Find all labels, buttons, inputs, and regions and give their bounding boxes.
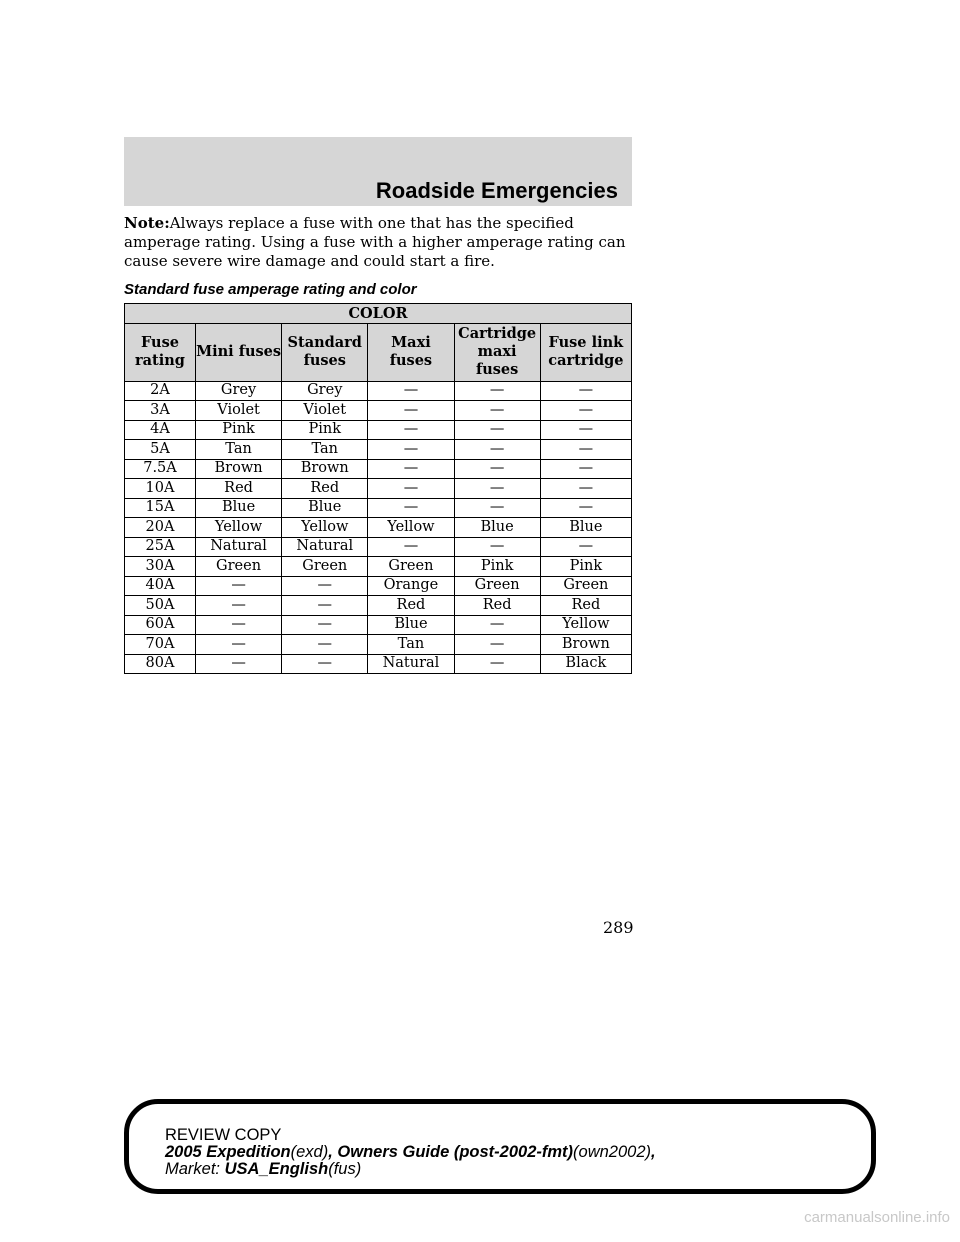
table-caption: Standard fuse amperage rating and color xyxy=(124,281,417,298)
table-cell: — xyxy=(282,615,368,635)
table-cell: — xyxy=(368,537,454,557)
table-cell: — xyxy=(195,596,281,616)
table-cell: — xyxy=(540,479,631,499)
table-cell: Tan xyxy=(195,440,281,460)
review-guide-code: (own2002) xyxy=(573,1143,651,1161)
table-cell: 5A xyxy=(125,440,196,460)
table-cell: 40A xyxy=(125,576,196,596)
table-row xyxy=(125,537,632,557)
table-cell: — xyxy=(282,654,368,674)
table-cell: Grey xyxy=(195,381,281,401)
table-cell: Natural xyxy=(368,654,454,674)
table-cell: Yellow xyxy=(282,518,368,538)
table-cell: Blue xyxy=(195,498,281,518)
table-cell: Blue xyxy=(540,518,631,538)
table-cell: 10A xyxy=(125,479,196,499)
table-row xyxy=(125,635,632,655)
table-cell: — xyxy=(282,596,368,616)
table-cell: Violet xyxy=(195,401,281,421)
site-watermark: carmanualsonline.info xyxy=(804,1209,950,1226)
header-fuse-rating: Fuse rating xyxy=(125,323,196,381)
review-guide: Owners Guide (post-2002-fmt) xyxy=(337,1143,574,1161)
table-cell: 80A xyxy=(125,654,196,674)
color-group-header: COLOR xyxy=(125,304,632,324)
note-paragraph xyxy=(124,214,634,271)
table-cell: Blue xyxy=(368,615,454,635)
table-row xyxy=(125,596,632,616)
review-line-3 xyxy=(165,1161,656,1178)
table-cell: 25A xyxy=(125,537,196,557)
table-cell: — xyxy=(454,479,540,499)
table-row xyxy=(125,498,632,518)
table-cell: — xyxy=(368,381,454,401)
table-row xyxy=(125,479,632,499)
table-row xyxy=(125,459,632,479)
table-cell: 30A xyxy=(125,557,196,577)
note-label: Note: xyxy=(124,214,170,232)
review-line-2 xyxy=(165,1144,656,1161)
table-cell: Green xyxy=(282,557,368,577)
table-cell: — xyxy=(368,420,454,440)
table-cell: — xyxy=(282,635,368,655)
table-cell: — xyxy=(368,459,454,479)
review-market: USA_English xyxy=(224,1160,329,1178)
table-cell: — xyxy=(195,615,281,635)
table-cell: Brown xyxy=(282,459,368,479)
table-cell: Tan xyxy=(282,440,368,460)
table-cell: — xyxy=(540,401,631,421)
table-cell: Red xyxy=(195,479,281,499)
review-separator-2: , xyxy=(651,1143,656,1161)
table-cell: 60A xyxy=(125,615,196,635)
table-cell: Green xyxy=(454,576,540,596)
table-cell: Yellow xyxy=(540,615,631,635)
section-title: Roadside Emergencies xyxy=(375,178,618,203)
table-cell: Yellow xyxy=(368,518,454,538)
table-row xyxy=(125,654,632,674)
header-maxi-fuses: Maxi fuses xyxy=(368,323,454,381)
table-cell: — xyxy=(454,615,540,635)
table-cell: Green xyxy=(368,557,454,577)
table-cell: 70A xyxy=(125,635,196,655)
table-cell: Yellow xyxy=(195,518,281,538)
table-cell: 4A xyxy=(125,420,196,440)
fuse-color-table xyxy=(124,303,632,674)
review-line-1: REVIEW COPY xyxy=(165,1126,282,1144)
table-cell: Green xyxy=(195,557,281,577)
table-cell: — xyxy=(454,440,540,460)
table-cell: Blue xyxy=(454,518,540,538)
review-model: 2005 Expedition xyxy=(165,1143,291,1161)
table-cell: — xyxy=(540,420,631,440)
table-cell: Grey xyxy=(282,381,368,401)
table-cell: — xyxy=(454,498,540,518)
table-cell: Brown xyxy=(195,459,281,479)
table-cell: — xyxy=(195,654,281,674)
table-cell: — xyxy=(454,420,540,440)
table-cell: — xyxy=(540,440,631,460)
table-cell: Red xyxy=(540,596,631,616)
table-cell: — xyxy=(454,635,540,655)
table-cell: Pink xyxy=(454,557,540,577)
fuse-table-body xyxy=(125,381,632,674)
table-row xyxy=(125,518,632,538)
note-text: Always replace a fuse with one that has the specified amperage rating. Using a fuse with a higher amperage rating can cause severe wire damage and could start a fire. xyxy=(124,214,626,270)
table-cell: Orange xyxy=(368,576,454,596)
table-cell: Pink xyxy=(282,420,368,440)
header-mini-fuses: Mini fuses xyxy=(195,323,281,381)
table-cell: Brown xyxy=(540,635,631,655)
table-row xyxy=(125,401,632,421)
table-cell: — xyxy=(368,440,454,460)
table-cell: — xyxy=(368,479,454,499)
table-cell: 20A xyxy=(125,518,196,538)
table-cell: 2A xyxy=(125,381,196,401)
table-cell: Blue xyxy=(282,498,368,518)
review-market-label: Market: xyxy=(165,1160,225,1178)
table-cell: — xyxy=(195,635,281,655)
table-cell: — xyxy=(454,401,540,421)
table-row xyxy=(125,615,632,635)
table-cell: 15A xyxy=(125,498,196,518)
table-cell: 3A xyxy=(125,401,196,421)
table-cell: Pink xyxy=(540,557,631,577)
table-cell: Tan xyxy=(368,635,454,655)
table-cell: Red xyxy=(282,479,368,499)
table-cell: — xyxy=(454,537,540,557)
table-cell: Black xyxy=(540,654,631,674)
table-cell: Natural xyxy=(195,537,281,557)
page-number: 289 xyxy=(603,918,634,937)
header-fuse-link-cartridge: Fuse link cartridge xyxy=(540,323,631,381)
table-cell: — xyxy=(540,537,631,557)
table-row xyxy=(125,381,632,401)
table-cell: — xyxy=(195,576,281,596)
table-row xyxy=(125,576,632,596)
table-cell: Natural xyxy=(282,537,368,557)
header-cartridge-maxi-fuses: Cartridge maxi fuses xyxy=(454,323,540,381)
table-cell: Red xyxy=(368,596,454,616)
review-separator-1: , xyxy=(328,1143,338,1161)
table-cell: Green xyxy=(540,576,631,596)
header-standard-fuses: Standard fuses xyxy=(282,323,368,381)
table-row xyxy=(125,440,632,460)
table-cell: — xyxy=(540,498,631,518)
table-cell: — xyxy=(454,459,540,479)
table-cell: — xyxy=(540,381,631,401)
review-model-code: (exd) xyxy=(290,1143,329,1161)
table-cell: 50A xyxy=(125,596,196,616)
review-copy-text xyxy=(165,1127,656,1178)
table-cell: — xyxy=(454,381,540,401)
table-cell: Violet xyxy=(282,401,368,421)
table-cell: — xyxy=(368,498,454,518)
section-header-band xyxy=(124,137,632,206)
table-row xyxy=(125,420,632,440)
table-cell: — xyxy=(282,576,368,596)
table-cell: 7.5A xyxy=(125,459,196,479)
table-cell: Red xyxy=(454,596,540,616)
table-cell: — xyxy=(368,401,454,421)
table-cell: — xyxy=(540,459,631,479)
table-cell: — xyxy=(454,654,540,674)
table-cell: Pink xyxy=(195,420,281,440)
table-row xyxy=(125,557,632,577)
review-market-code: (fus) xyxy=(328,1160,362,1178)
